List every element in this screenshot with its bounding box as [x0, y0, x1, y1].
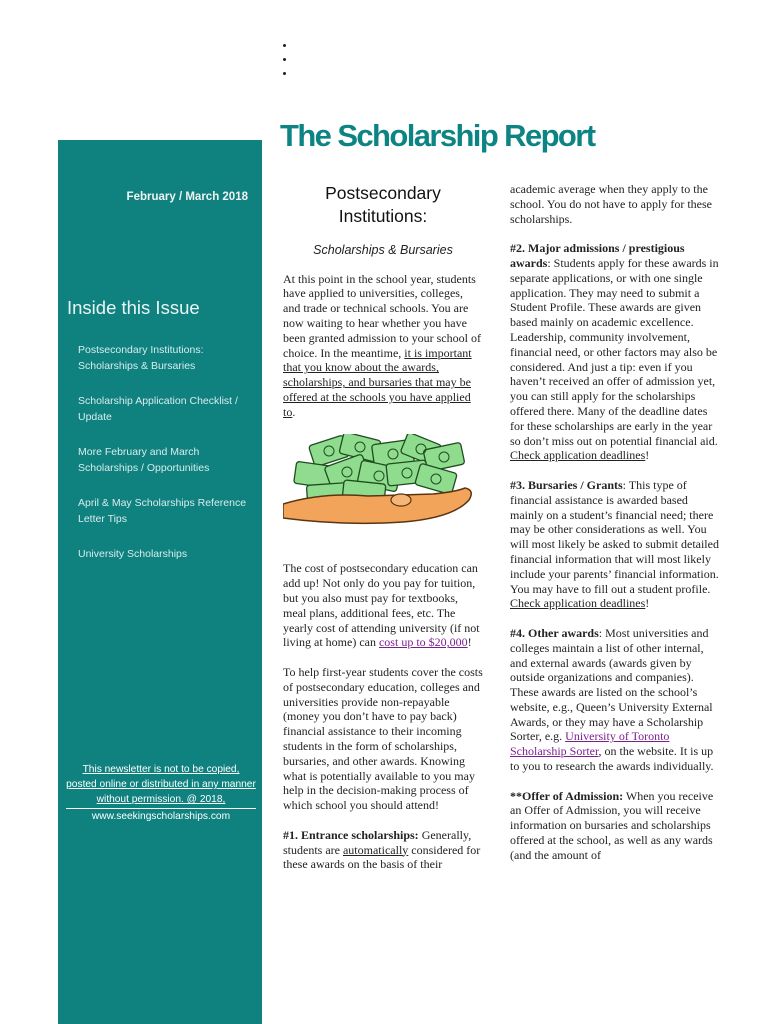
- intro-paragraph: At this point in the school year, students have applied to universities, colleges, and trade or technical schools. You are now waiting to hear whether you have been granted admission to your school of choice. In the meantime, it is important that you know about the awards, scholarships, and bursaries that may be offered at the schools you have applied to.: [283, 271, 481, 419]
- bursaries-heading: #3. Bursaries / Grants: [510, 477, 623, 492]
- other-awards-paragraph: #4. Other awards: Most universities and colleges maintain a list of other internal, and external awards (awards given by outside organizations and companies). These awards are listed on the school’s website, e.g., Queen’s University External Awards, or they may have a Scholarship Sorter, e.g. University of Toronto Scholarship Sorter, on the website. It is up to you to research the awards individually.: [510, 625, 714, 774]
- other-awards-heading: #4. Other awards: [510, 625, 599, 640]
- cost-link[interactable]: cost up to $20,000: [378, 635, 468, 650]
- check-deadlines-link[interactable]: Check application deadlines: [510, 596, 646, 611]
- website-link[interactable]: www.seekingscholarships.com: [66, 808, 256, 824]
- toc-item[interactable]: University Scholarships: [78, 548, 188, 560]
- help-paragraph: To help first-year students cover the costs of postsecondary education, colleges and universities provide non-repayable (money you don’t have to pay back) financial assistance to their incoming students in the form of scholarships, bursaries, and other awards. Knowing what is potentially available to you may help in the decision-making process of which school you should attend!: [283, 664, 483, 813]
- decorative-dots: [281, 44, 289, 86]
- entrance-continuation: academic average when they apply to the school. You do not have to apply for these scholarships.: [510, 182, 712, 226]
- inside-issue-heading: Inside this Issue: [67, 297, 200, 318]
- toc-item[interactable]: Scholarship Application Checklist / Update: [78, 395, 238, 423]
- major-awards-heading: #2. Major admissions / prestigious awards: [510, 241, 685, 270]
- article-column-1: [283, 182, 483, 887]
- offer-heading: **Offer of Admission:: [510, 788, 624, 803]
- bursaries-paragraph: #3. Bursaries / Grants: This type of financial assistance is awarded based mainly on a student’s financial need; there may be other considerations as well. You will most likely be asked to submit detailed financial information that will most likely include your parents’ financial information. You may have to fill out a student profile. Check application deadlines!: [510, 477, 719, 611]
- money-in-hand-illustration: [283, 434, 483, 526]
- toc-item[interactable]: More February and March Scholarships / Opportunities: [78, 446, 210, 474]
- article-subtitle: Scholarships & Bursaries: [313, 242, 453, 257]
- sidebar: [58, 140, 262, 1024]
- offer-of-admission-paragraph: **Offer of Admission: When you receive an Offer of Admission, you will receive information on bursaries and scholarships offered at the school, as well as any wards (and the amount of: [510, 788, 714, 862]
- entrance-heading: #1. Entrance scholarships:: [283, 827, 419, 842]
- scholarship-sorter-link[interactable]: University of Toronto Scholarship Sorter: [510, 729, 670, 759]
- table-of-contents: [78, 343, 258, 583]
- article-column-2: [510, 182, 720, 877]
- issue-date: February / March 2018: [126, 191, 248, 203]
- notice-text: This newsletter is not to be copied, posted online or distributed in any manner without permission. @ 2018,: [66, 764, 256, 805]
- check-deadlines-link[interactable]: Check application deadlines: [510, 448, 646, 463]
- article-title: Postsecondary Institutions:: [325, 183, 441, 226]
- newsletter-title: The Scholarship Report: [280, 118, 595, 153]
- major-awards-paragraph: #2. Major admissions / prestigious awards: Students apply for these awards in separate applications, or with one single application. They may need to submit a Student Profile. These awards are given based mainly on academic excellence. Leadership, community involvement, financial need, or other factors may also be considered. And just a tip: even if you haven’t received an offer of admission yet, you can still apply for the scholarships offered there. Many of the deadline dates for these scholarships are early in the year so don’t miss out on potential financial aid. Check application deadlines!: [510, 241, 719, 463]
- cost-paragraph: The cost of postsecondary education can add up! Not only do you pay for tuition, but you also must pay for textbooks, meal plans, additional fees, etc. The yearly cost of attending university (if not living at home) can cost up to $20,000!: [283, 561, 480, 650]
- intro-emphasis: it is important that you know about the awards, scholarships, and bursaries that may be offered at the schools you have applied to: [283, 345, 472, 419]
- copyright-notice: [66, 762, 256, 824]
- toc-item[interactable]: Postsecondary Institutions: Scholarships & Bursaries: [78, 344, 204, 372]
- toc-item[interactable]: April & May Scholarships Reference Letter Tips: [78, 497, 247, 525]
- entrance-scholarships-paragraph: #1. Entrance scholarships: Generally, students are automatically considered for these awards on the basis of their: [283, 827, 481, 872]
